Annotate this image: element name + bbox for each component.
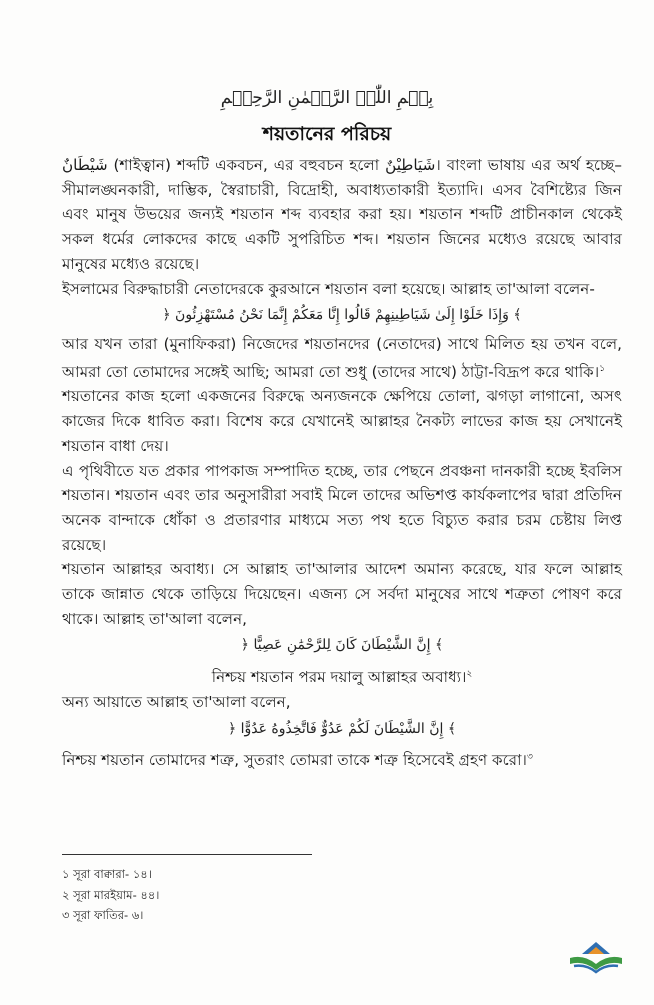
paragraph-verse2-translation (62, 662, 622, 690)
paragraph-verse3-intro: অন্য আয়াতে আল্লাহ তা'আলা বলেন, (62, 692, 291, 711)
verse2-translation-text: নিশ্চয় শয়তান পরম দয়ালু আল্লাহর অবাধ্য। (211, 668, 467, 687)
footnotes (62, 864, 159, 926)
quran-verse-2: ﴿ إِنَّ الشَّيْطَانَ كَانَ لِلرَّحْمَٰنِ عَصِيًّا ﴾ (240, 637, 444, 654)
paragraph-definition: شَيْطَانٌ (শাইত্বান) শব্দটি একবচন, এর বহুবচন হলো شَيَاطِيْنٌ। বাংলা ভাষায় এর অর্থ হচ্ছে– সীমালঙ্ঘনকারী, দাম্ভিক, স্বৈরাচারী, বিদ্রোহী, অবাধ্যতাকারী ইত্যাদি। এসব বৈশিষ্ট্যের জিন এবং মানুষ উভয়ের জন্যই শয়তান শব্দ ব্যবহার করা হয়। শয়তান শব্দটি প্রাচীনকাল থেকেই সকল ধর্মের লোকদের কাছে একটি সুপরিচিত শব্দ। শয়তান জিনের মধ্যেও রয়েছে আবার মানুষের মধ্যেও রয়েছে। (62, 156, 622, 273)
quran-verse-1: ﴿ وَإِذَا خَلَوْا إِلَىٰ شَيَاطِينِهِمْ قَالُوا إِنَّا مَعَكُمْ إِنَّمَا نَحْنُ مُسْتَهْزِئُونَ ﴾ (162, 307, 522, 324)
verse1-translation-text: আর যখন তারা (মুনাফিকরা) নিজেদের শয়তানদের (নেতাদের) সাথে মিলিত হয় তখন বলে, আমরা তো তোমাদের সঙ্গেই আছি; আমরা তো শুধু (তাদের সাথে) ঠাট্টা-বিদ্রূপ করে থাকি। (62, 334, 622, 381)
footnote-marker-1: ১ (599, 363, 606, 374)
paragraph-verse1-translation (62, 332, 622, 384)
paragraph-disobedience: শয়তান আল্লাহর অবাধ্য। সে আল্লাহ তা'আলার আদেশ অমান্য করেছে, যার ফলে আল্লাহ তাকে জান্নাত থেকে তাড়িয়ে দিয়েছেন। এজন্য সে সর্বদা মানুষের সাথে শত্রুতা পোষণ করে থাকে। আল্লাহ তা'আলা বলেন, (62, 560, 622, 628)
publisher-logo-icon (566, 940, 626, 978)
paragraph-quran-intro: ইসলামের বিরুদ্ধাচারী নেতাদেরকে কুরআনে শয়তান বলা হয়েছে। আল্লাহ তা'আলা বলেন- (62, 279, 595, 298)
footnote-2: ২ সূরা মারইয়াম- ৪৪। (62, 887, 160, 902)
footnote-marker-3: ৩ (526, 752, 533, 763)
footnote-divider (62, 854, 312, 855)
page-title: শয়তানের পরিচয় (262, 123, 392, 145)
paragraph-shaitan-work: শয়তানের কাজ হলো একজনের বিরুদ্ধে অন্যজনকে ক্ষেপিয়ে তোলা, ঝগড়া লাগানো, অসৎ কাজের দিকে ধাবিত করা। বিশেষ করে যেখানেই আল্লাহর নৈকট্য লাভের কাজ হয় সেখানেই শয়তান বাধা দেয়। (62, 387, 622, 455)
paragraph-verse3-translation (62, 745, 622, 773)
quran-verse-3: ﴿ إِنَّ الشَّيْطَانَ لَكُمْ عَدُوٌّ فَاتَّخِذُوهُ عَدُوًّا ﴾ (227, 720, 457, 737)
footnote-3: ৩ সূরা ফাতির- ৬। (62, 908, 144, 922)
bismillah-heading: بِسۡمِ اللّٰہِ الرَّحۡمٰنِ الرَّحِیۡمِ (220, 88, 434, 108)
footnote-1: ১ সূরা বাক্বারা- ১৪। (62, 867, 152, 881)
verse3-translation-text: নিশ্চয় শয়তান তোমাদের শত্রু, সুতরাং তোমরা তাকে শত্রু হিসেবেই গ্রহণ করো। (62, 751, 527, 770)
footnote-marker-2: ২ (466, 669, 473, 680)
paragraph-iblis: এ পৃথিবীতে যত প্রকার পাপকাজ সম্পাদিত হচ্ছে, তার পেছনে প্রবঞ্চনা দানকারী হচ্ছে ইবলিস শয়তান। শয়তান এবং তার অনুসারীরা সবাই মিলে তাদের অভিশপ্ত কার্যকলাপের দ্বারা প্রতিদিন অনেক বান্দাকে ধোঁকা ও প্রতারণার মাধ্যমে সত্য পথ হতে বিচ্যুত করার চরম চেষ্টায় লিপ্ত রয়েছে। (62, 461, 622, 554)
body-text (62, 153, 622, 773)
